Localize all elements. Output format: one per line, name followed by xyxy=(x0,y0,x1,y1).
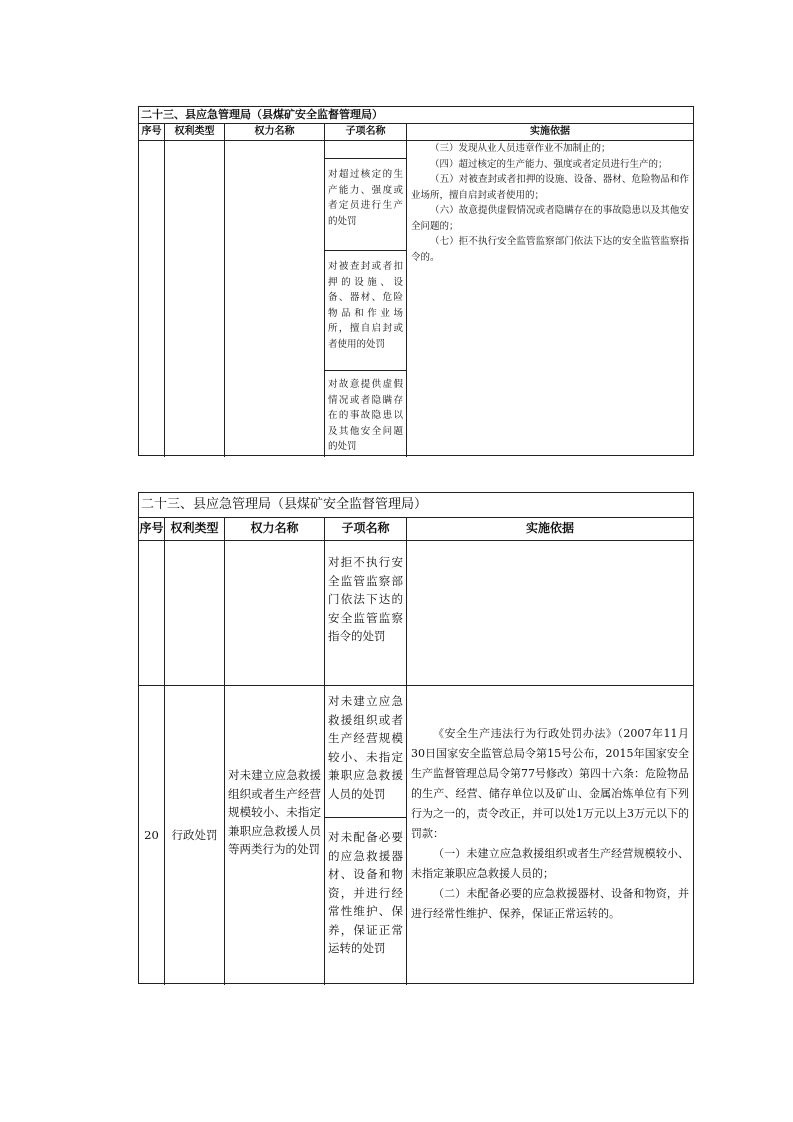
header-number: 序号 xyxy=(139,124,165,140)
right-type: 行政处罚 xyxy=(171,828,218,843)
cell-basis xyxy=(407,686,693,985)
basis-paragraph: （五）对被查封或者扣押的设施、设备、器材、危险物品和作业场所，擅自启封或者使用的； xyxy=(411,174,689,201)
subitem-spacer xyxy=(325,141,406,159)
basis-paragraph: （七）拒不执行安全监管监察部门依法下达的安全监管监察指令的。 xyxy=(411,236,689,263)
basis-paragraph: 《安全生产违法行为行政处罚办法》（2007年11月30日国家安全监管总局令第15号公布，2015年国家安全生产监督管理总局令第77号修改）第四十六条：危险物品的生产、经营、储存单位以及矿山、金属冶炼单位有下列行为之一的，责令改正，并可以处1万元以上3万元以下的罚款： xyxy=(411,727,689,840)
subitem-cell: 对超过核定的生产能力、强度或者定员进行生产的处罚 xyxy=(325,159,406,251)
cell-number xyxy=(139,541,165,685)
cell-power-name xyxy=(225,541,325,685)
header-right-type: 权利类型 xyxy=(165,518,225,540)
table-row xyxy=(139,541,693,686)
basis-paragraph: （二）未配备必要的应急救援器材、设备和物资，并进行经常性维护、保养，保证正常运转的。 xyxy=(411,887,689,920)
basis-paragraph: （四）超过核定的生产能力、强度或者定员进行生产的； xyxy=(430,158,668,170)
table-header xyxy=(139,124,693,141)
header-basis: 实施依据 xyxy=(530,126,570,137)
cell-subitems xyxy=(325,541,407,685)
header-right-type: 权利类型 xyxy=(165,124,225,140)
header-power-name: 权力名称 xyxy=(225,518,325,540)
cell-subitems xyxy=(325,141,407,457)
table-row xyxy=(139,141,693,457)
basis-paragraph: （三）发现从业人员违章作业不加制止的； xyxy=(430,143,611,154)
header-number: 序号 xyxy=(139,518,165,540)
header-subitem-name: 子项名称 xyxy=(325,518,407,540)
power-name: 对未建立应急救援组织或者生产经营规模较小、未指定兼职应急救援人员等两类行为的处罚 xyxy=(228,768,321,856)
cell-number xyxy=(139,686,165,985)
cell-right-type xyxy=(165,141,225,457)
subitem-cell: 对拒不执行安全监管监察部门依法下达的安全监管监察指令的处罚 xyxy=(328,555,403,643)
subitem-cell: 对被查封或者扣押的设施、设备、器材、危险物品和作业场所，擅自启封或者使用的处罚 xyxy=(325,251,406,371)
cell-right-type xyxy=(165,686,225,985)
basis-paragraph: （六）故意提供虚假情况或者隐瞒存在的事故隐患以及其他安全问题的； xyxy=(411,205,689,232)
cell-right-type xyxy=(165,541,225,685)
table-title: 二十三、县应急管理局（县煤矿安全监督管理局） xyxy=(139,493,693,518)
cell-subitems xyxy=(325,686,407,985)
header-power-name: 权力名称 xyxy=(225,124,325,140)
row-number: 20 xyxy=(144,828,159,843)
header-subitem-name: 子项名称 xyxy=(325,124,407,140)
subitem-cell: 对未配备必要的应急救援器材、设备和物资，并进行经常性维护、保养，保证正常运转的处罚 xyxy=(328,830,403,955)
cell-power-name xyxy=(225,141,325,457)
header-basis: 实施依据 xyxy=(525,521,574,535)
table-title: 二十三、县应急管理局（县煤矿安全监督管理局） xyxy=(139,107,693,124)
table-header xyxy=(139,518,693,541)
cell-basis xyxy=(407,541,693,685)
subitem-cell: 对故意提供虚假情况或者隐瞒存在的事故隐患以及其他安全问题的处罚 xyxy=(328,379,403,452)
cell-basis xyxy=(407,141,693,457)
table-section-2 xyxy=(138,492,694,984)
cell-power-name xyxy=(225,686,325,985)
table-section-1 xyxy=(138,106,694,456)
table-row xyxy=(139,686,693,985)
subitem-cell: 对未建立应急救援组织或者生产经营规模较小、未指定兼职应急救援人员的处罚 xyxy=(325,686,406,818)
basis-paragraph: （一）未建立应急救援组织或者生产经营规模较小、未指定兼职应急救援人员的； xyxy=(411,847,689,880)
cell-number xyxy=(139,141,165,457)
